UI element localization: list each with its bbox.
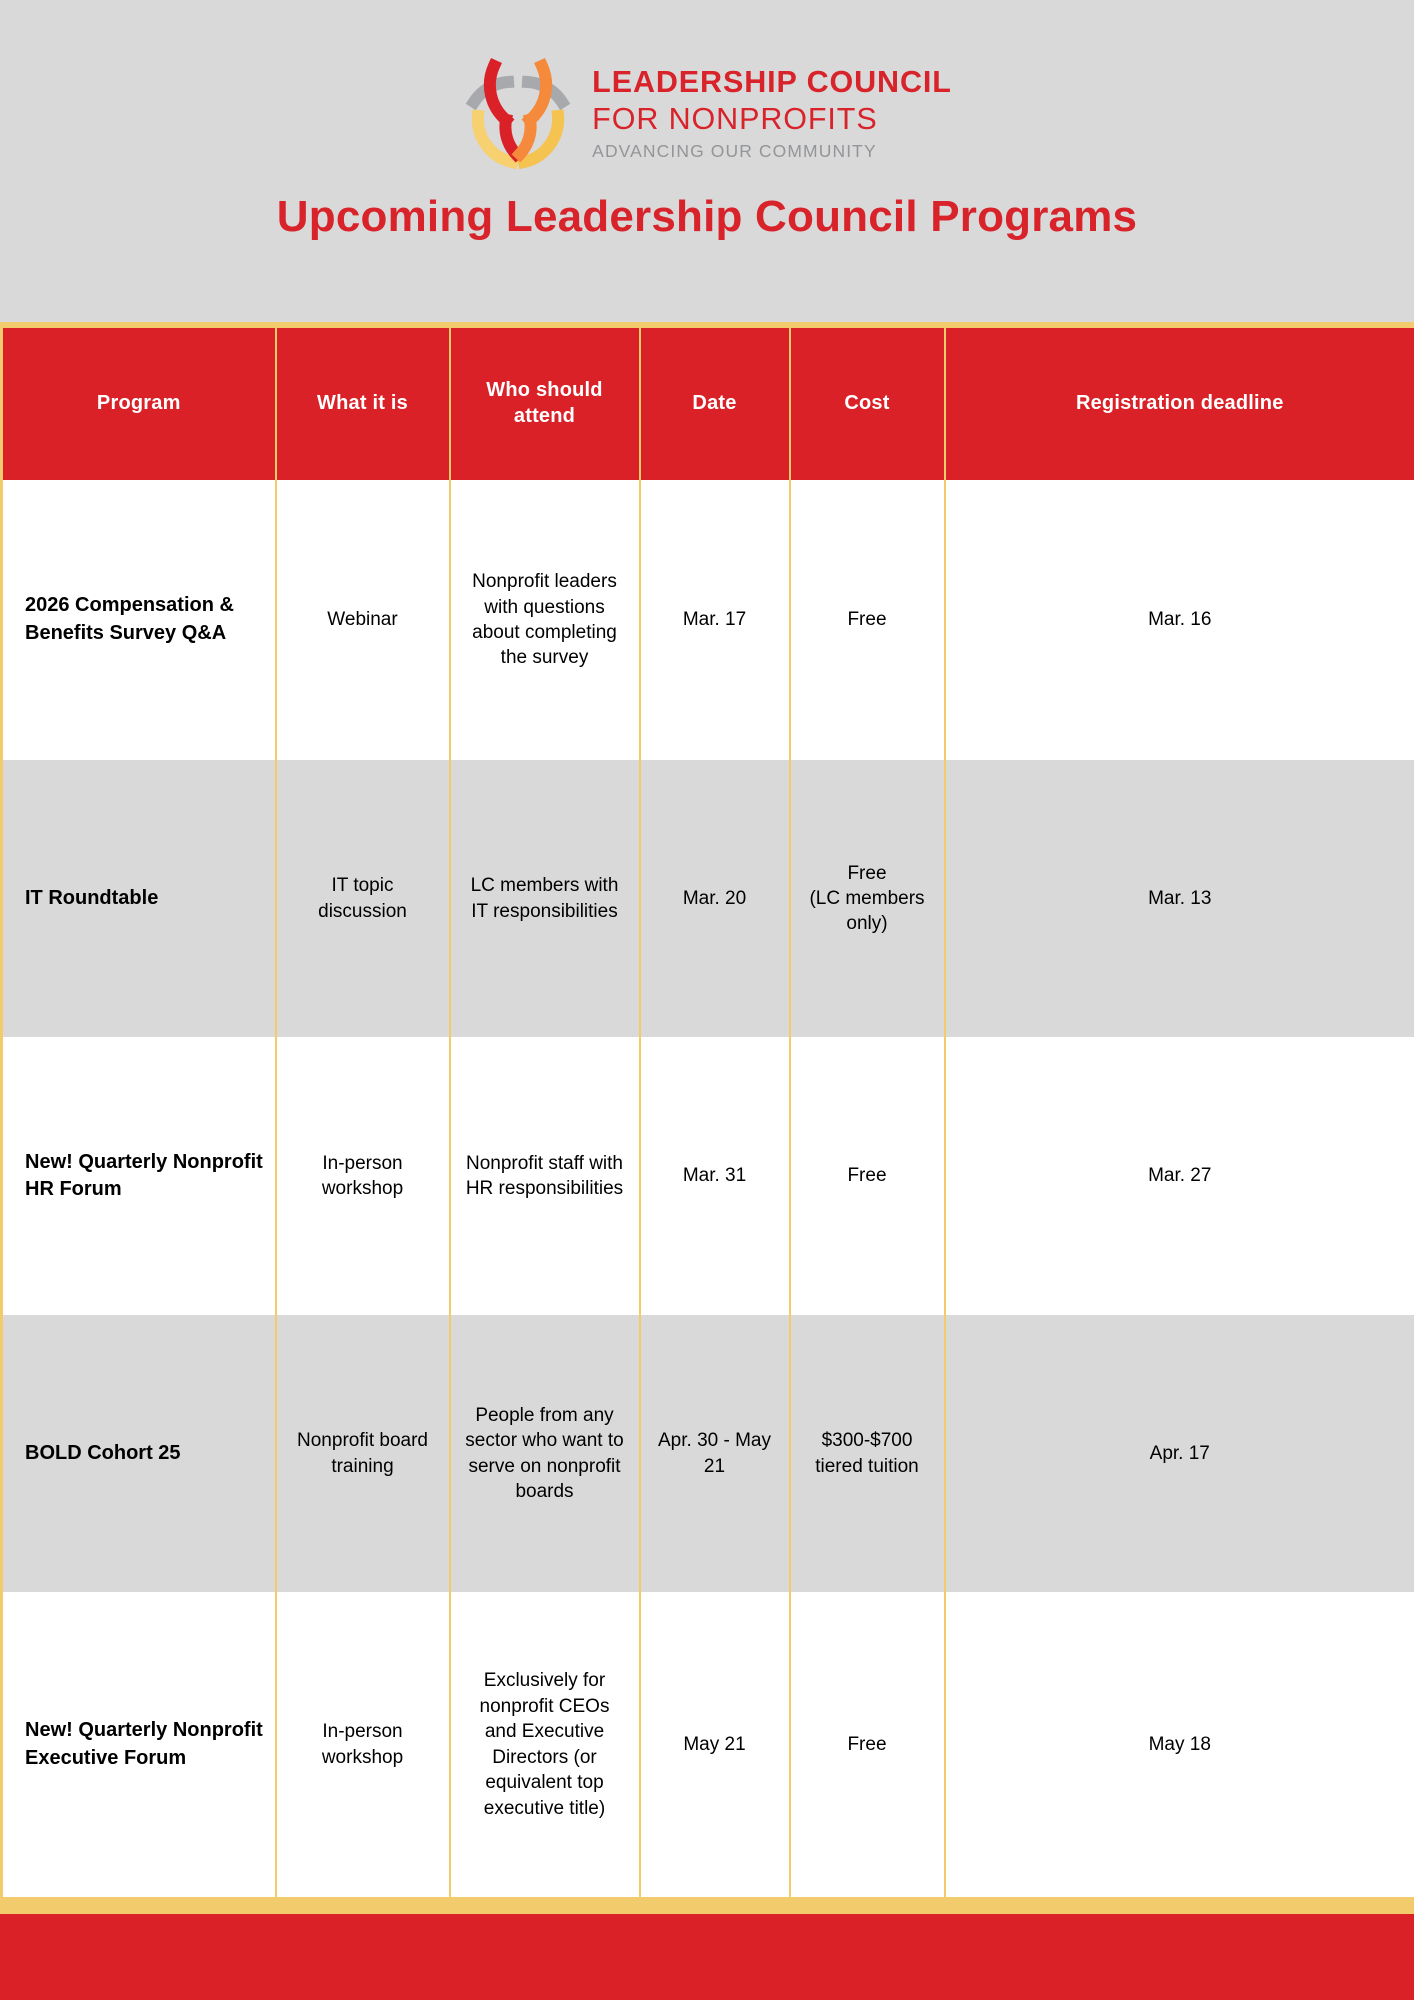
cell-what-it-is: In-person workshop (276, 1037, 450, 1314)
cell-date: Mar. 20 (640, 760, 790, 1037)
cell-date: Mar. 31 (640, 1037, 790, 1314)
cell-who-should-attend: Exclusively for nonprofit CEOs and Executive Directors (or equivalent top executive title) (450, 1592, 640, 1897)
column-header-registration-deadline: Registration deadline (945, 328, 1414, 480)
cell-what-it-is: IT topic discussion (276, 760, 450, 1037)
organization-logo (462, 58, 952, 170)
column-header-who-should-attend: Who should attend (450, 328, 640, 480)
cell-registration-deadline: Apr. 17 (945, 1315, 1414, 1592)
cell-cost: Free (790, 1592, 945, 1897)
cell-cost: $300-$700 tiered tuition (790, 1315, 945, 1592)
cell-cost: Free (790, 480, 945, 760)
cell-registration-deadline: Mar. 16 (945, 480, 1414, 760)
column-header-what-it-is: What it is (276, 328, 450, 480)
cell-who-should-attend: Nonprofit staff with HR responsibilities (450, 1037, 640, 1314)
cell-what-it-is: Webinar (276, 480, 450, 760)
cell-what-it-is: Nonprofit board training (276, 1315, 450, 1592)
cell-program: 2026 Compensation & Benefits Survey Q&A (2, 480, 276, 760)
cell-program: IT Roundtable (2, 760, 276, 1037)
cell-who-should-attend: LC members with IT responsibilities (450, 760, 640, 1037)
footer-red-band (0, 1914, 1414, 2000)
cell-date: Mar. 17 (640, 480, 790, 760)
cell-what-it-is: In-person workshop (276, 1592, 450, 1897)
table-body (2, 480, 1414, 1897)
column-header-program: Program (2, 328, 276, 480)
cell-program: BOLD Cohort 25 (2, 1315, 276, 1592)
column-header-cost: Cost (790, 328, 945, 480)
table-row (2, 760, 1414, 1037)
column-header-date: Date (640, 328, 790, 480)
cell-cost: Free (790, 1037, 945, 1314)
page-header (0, 0, 1414, 322)
cell-date: Apr. 30 - May 21 (640, 1315, 790, 1592)
table-row (2, 1037, 1414, 1314)
cell-who-should-attend: People from any sector who want to serve on nonprofit boards (450, 1315, 640, 1592)
logo-line-1: LEADERSHIP COUNCIL (592, 65, 952, 100)
cell-registration-deadline: Mar. 27 (945, 1037, 1414, 1314)
cell-cost: Free (LC members only) (790, 760, 945, 1037)
cell-program: New! Quarterly Nonprofit HR Forum (2, 1037, 276, 1314)
table-row (2, 1315, 1414, 1592)
footer-gold-band (0, 1897, 1414, 1914)
cell-registration-deadline: Mar. 13 (945, 760, 1414, 1037)
cell-registration-deadline: May 18 (945, 1592, 1414, 1897)
programs-table (0, 328, 1414, 1897)
logo-tagline: ADVANCING OUR COMMUNITY (592, 141, 877, 162)
page-title: Upcoming Leadership Council Programs (276, 192, 1138, 241)
programs-table-container (0, 322, 1414, 1897)
cell-date: May 21 (640, 1592, 790, 1897)
table-header (2, 328, 1414, 480)
cell-who-should-attend: Nonprofit leaders with questions about completing the survey (450, 480, 640, 760)
table-header-row (2, 328, 1414, 480)
table-row (2, 1592, 1414, 1897)
table-row (2, 480, 1414, 760)
interlocking-arcs-logo-icon (462, 58, 574, 170)
cell-program: New! Quarterly Nonprofit Executive Forum (2, 1592, 276, 1897)
logo-line-2: FOR NONPROFITS (592, 101, 878, 136)
logo-wordmark (592, 67, 952, 161)
